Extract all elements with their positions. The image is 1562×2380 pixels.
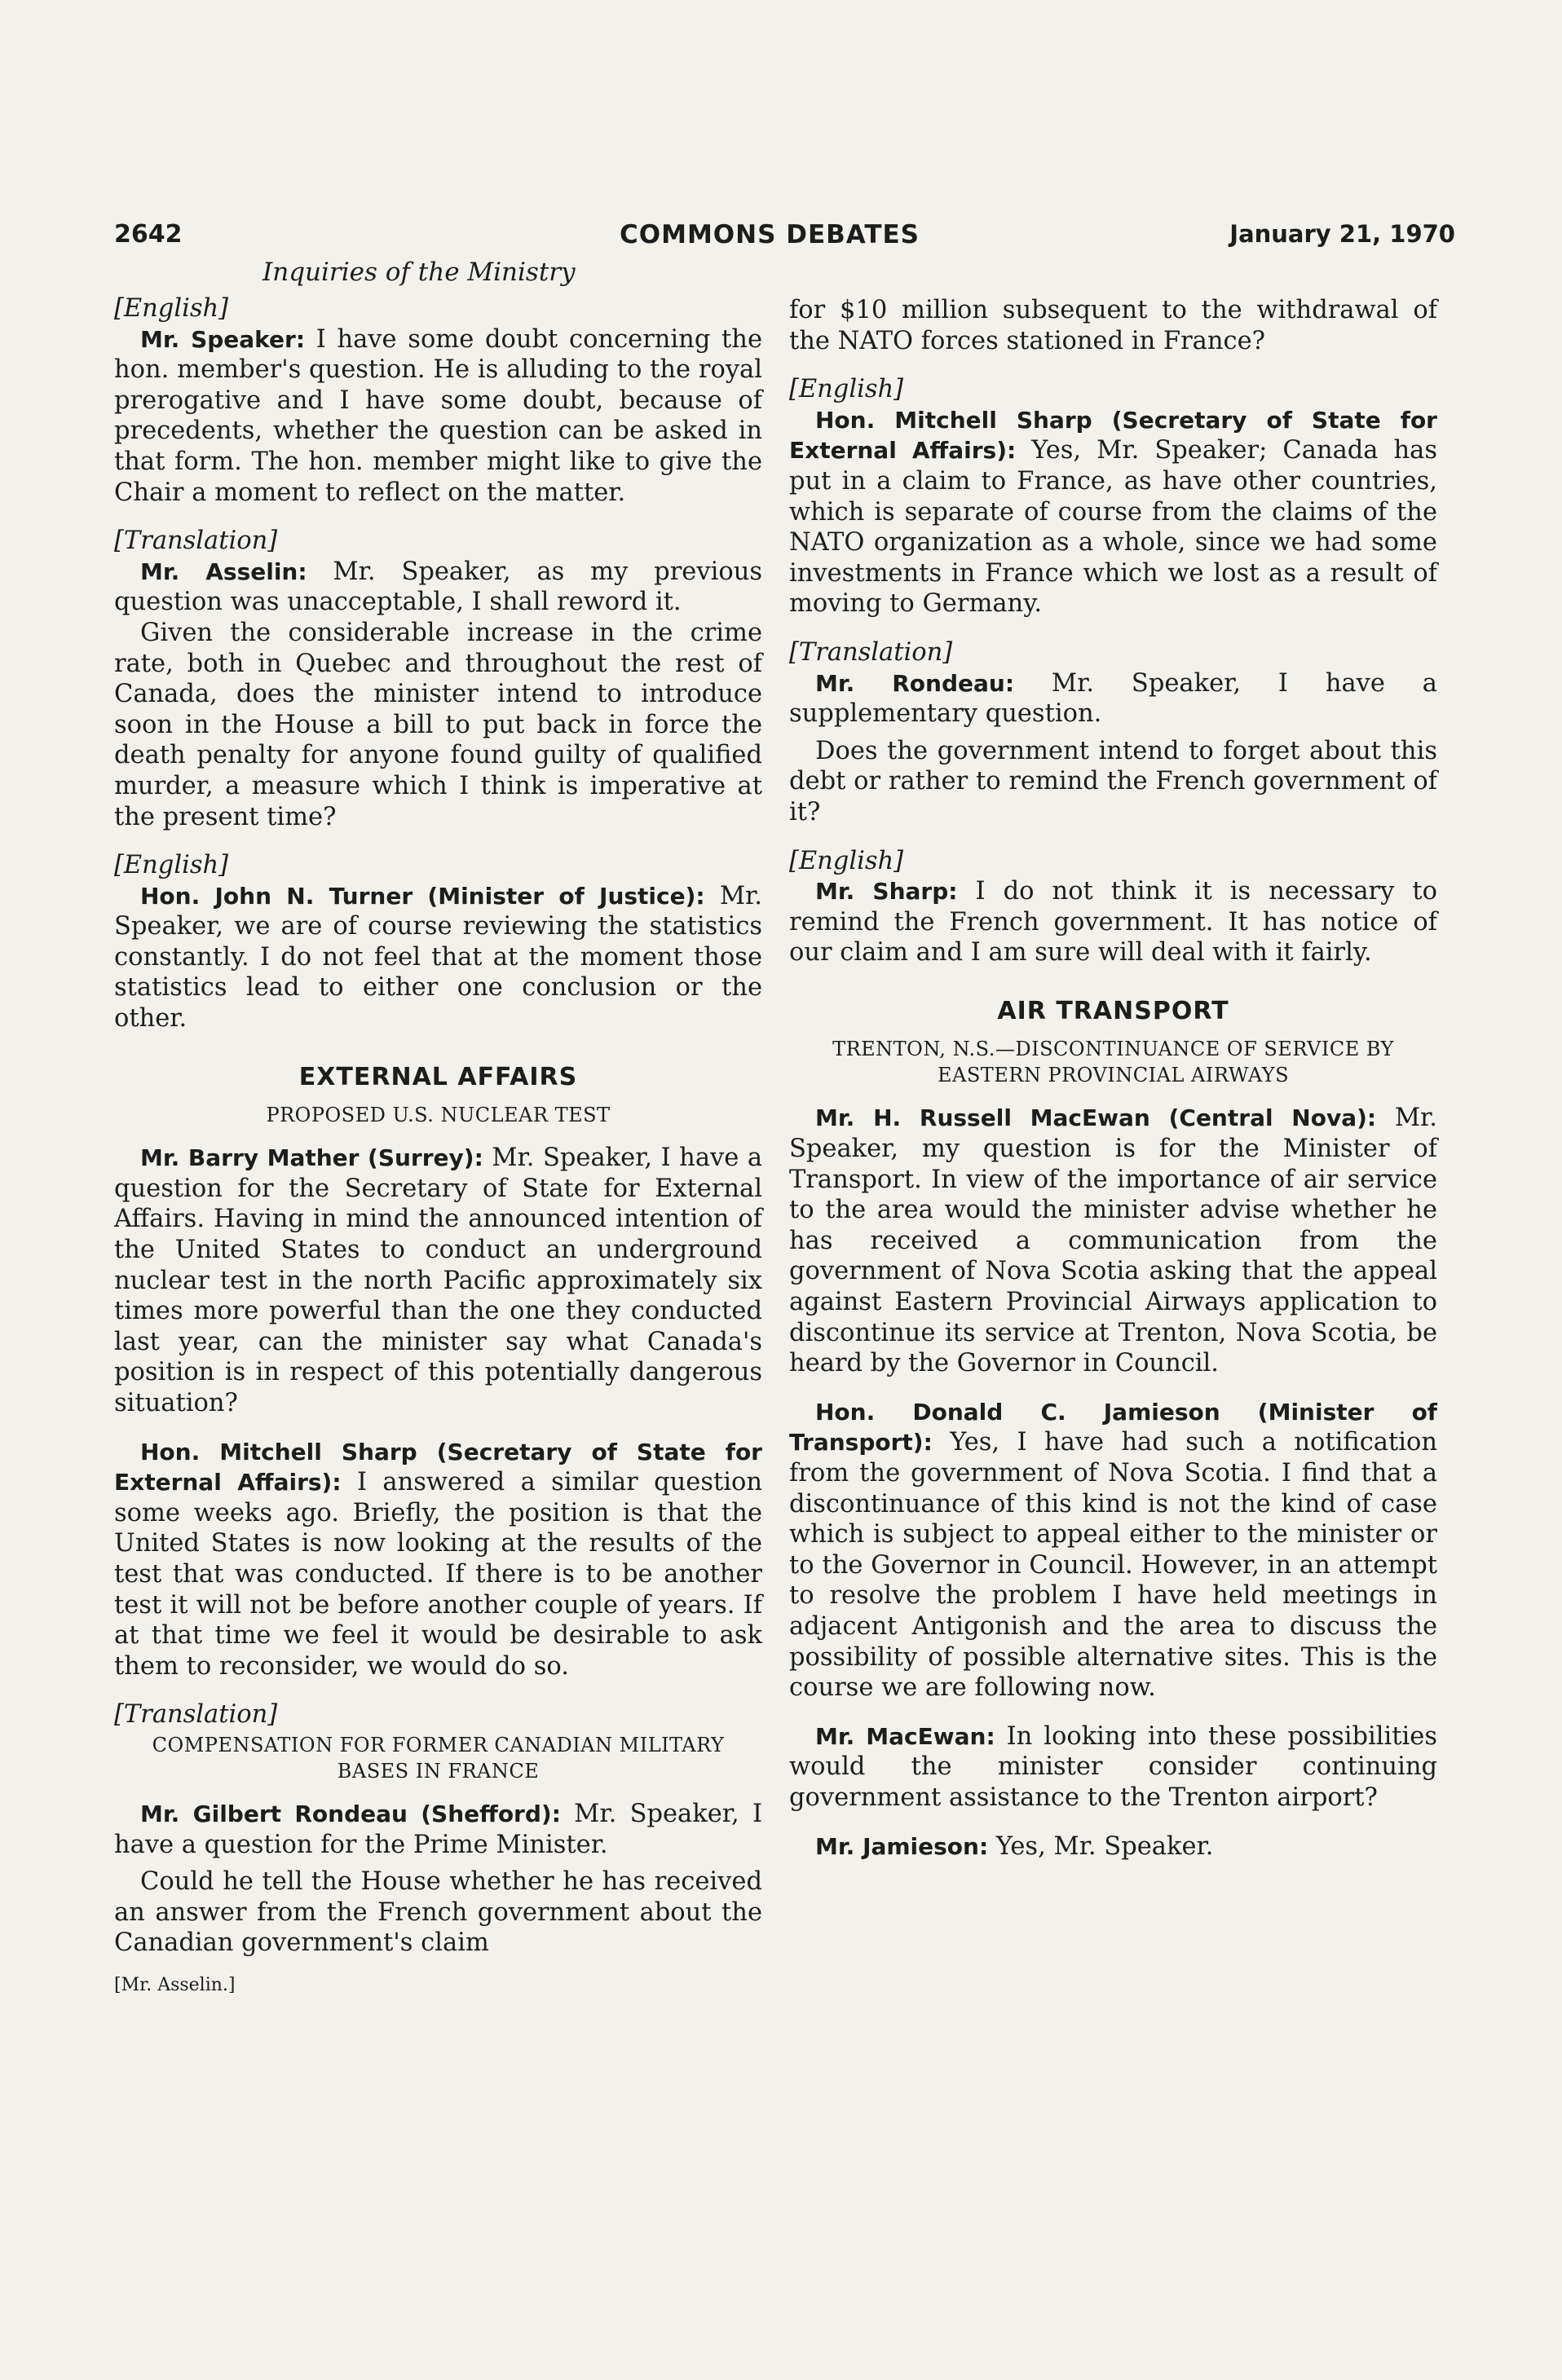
paragraph [114, 1799, 762, 1860]
speaker-name: Mr. H. Russell MacEwan (Central Nova): [815, 1104, 1377, 1132]
speaker-name: Hon. Mitchell Sharp (Secretary of State for External Affairs): [789, 406, 1437, 465]
speaker-name: Hon. Donald C. Jamieson (Minister of Transport): [789, 1398, 1437, 1457]
speaker-name: Mr. Rondeau: [815, 669, 1015, 697]
paragraph-text: I answered a similar question some weeks ago. Briefly, the position is that the United States is now looking at the results of the test that was conducted. If there is to be another test it will not be before another couple of years. If at that time we feel it would be desirable to ask them to reconsider, we would do so. [114, 1468, 763, 1681]
section-subheading: Inquiries of the Ministry [263, 258, 576, 287]
section-heading: EXTERNAL AFFAIRS [298, 1062, 578, 1091]
paragraph-text: Yes, Mr. Speaker. [988, 1831, 1214, 1861]
speaker-name: Mr. Gilbert Rondeau (Shefford): [140, 1800, 561, 1827]
language-tag: [English] [114, 851, 229, 880]
paragraph: for $10 million subsequent to the withdrawal of the NATO forces stationed in France? [789, 296, 1437, 355]
paragraph: Could he tell the House whether he has received an answer from the French government about the Canadian government's claim [114, 1867, 762, 1958]
paragraph: Does the government intend to forget about this debt or rather to remind the French government of it? [789, 736, 1437, 826]
paragraph-text: Yes, I have had such a notification from the government of Nova Scotia. I find that a discontinuance of this kind is not the kind of case which is subject to appeal either to the minister or to the Governor in Council. However, in an attempt to resolve the problem I have held meetings in adjacent Antigonish and the area to discuss the possibility of possible alternative sites. This is the course we are following now. [789, 1428, 1437, 1703]
paragraph [789, 1721, 1437, 1814]
subsection-heading: PROPOSED U.S. NUCLEAR TEST [266, 1104, 611, 1127]
left-column [114, 293, 762, 2001]
speaker-name: Mr. Barry Mather (Surrey): [140, 1144, 483, 1172]
paragraph-text: I have some doubt concerning the hon. member's question. He is alluding to the royal prerogative and I have some doubt, because of precedents, whether the question can be asked in that form. The hon. member might like to give the Chair a moment to reflect on the matter. [114, 324, 762, 507]
language-tag: [English] [789, 375, 904, 404]
speaker-name: Mr. MacEwan: [815, 1722, 995, 1750]
paragraph [789, 405, 1437, 619]
paragraph-text: Yes, Mr. Speaker; Canada has put in a claim to France, as have other countries, which is separate of course from the claims of the NATO organization as a whole, since we had some investments in France which we lost as a result of moving to Germany. [789, 436, 1437, 619]
paragraph-text: Mr. Speaker, I have a supplementary question. [789, 668, 1437, 729]
subsection-heading: COMPENSATION FOR FORMER CANADIAN MILITARY BASES IN FRANCE [152, 1733, 725, 1783]
paragraph-text: Mr. Speaker, I have a question for the Secretary of State for External Affairs. Having in mind the announced intention of the United States to conduct an underground nuclear test in the north Pacific approximately six times more powerful than the one they conducted last year, can the minister say what Canada's position is in respect of this potentially dangerous situation? [114, 1144, 762, 1417]
speaker-name: Mr. Jamieson: [815, 1832, 989, 1860]
subsection-heading: TRENTON, N.S.—DISCONTINUANCE OF SERVICE BY EASTERN PROVINCIAL AIRWAYS [832, 1038, 1394, 1087]
language-tag: [Translation] [789, 637, 953, 667]
speaker-name: Mr. Speaker: [140, 325, 306, 353]
language-tag: [Translation] [114, 1700, 278, 1730]
page-footer: [Mr. Asselin.] [114, 1974, 236, 1995]
paragraph: Given the considerable increase in the crime rate, both in Quebec and throughout the rest of Canada, does the minister intend to introduce soon in the House a bill to put back in force the death penalty for anyone found guilty of qualified murder, a measure which I think is imperative at the present time? [114, 618, 762, 831]
paragraph-text: Mr. Speaker, we are of course reviewing the statistics constantly. I do not feel that at the moment those statistics lead to either one conclusion or the other. [114, 881, 762, 1034]
paragraph [789, 668, 1437, 729]
paragraph [114, 1143, 762, 1418]
speaker-name: Mr. Sharp: [815, 878, 958, 906]
language-tag: [Translation] [114, 527, 278, 556]
paragraph [789, 1831, 1437, 1862]
speaker-name: Hon. John N. Turner (Minister of Justice): [140, 882, 705, 910]
paragraph [114, 1437, 762, 1682]
language-tag: [English] [114, 294, 229, 323]
paragraph-text: Mr. Speaker, I have a question for the Prime Minister. [114, 1799, 762, 1859]
paragraph [789, 1397, 1437, 1703]
page-date: January 21, 1970 [1229, 220, 1455, 248]
paragraph-text: I do not think it is necessary to remind the French government. It has notice of our claim and I am sure will deal with it fairly. [789, 877, 1437, 967]
paragraph-text: In looking into these possibilities would the minister consider continuing government assistance to the Trenton airport? [789, 1721, 1437, 1812]
paragraph [789, 876, 1437, 968]
page-number: 2642 [114, 220, 183, 249]
paragraph-text: Mr. Speaker, as my previous question was unacceptable, I shall reword it. [114, 557, 762, 617]
page-header [114, 220, 1455, 256]
paragraph-text: Mr. Speaker, my question is for the Minister of Transport. In view of the importance of air service to the area would the minister advise whether he has received a communication from the government of Nova Scotia asking that the appeal against Eastern Provincial Airways application to discontinue its service at Trenton, Nova Scotia, be heard by the Governor in Council. [789, 1104, 1437, 1378]
paragraph [114, 881, 762, 1034]
paragraph [114, 557, 762, 618]
language-tag: [English] [789, 846, 904, 875]
section-heading: AIR TRANSPORT [997, 996, 1229, 1025]
speaker-name: Hon. Mitchell Sharp (Secretary of State for External Affairs): [114, 1438, 762, 1496]
speaker-name: Mr. Asselin: [140, 558, 307, 585]
paragraph [789, 1103, 1437, 1378]
right-column [789, 295, 1437, 1862]
publication-title: COMMONS DEBATES [620, 220, 920, 249]
paragraph [114, 324, 762, 509]
